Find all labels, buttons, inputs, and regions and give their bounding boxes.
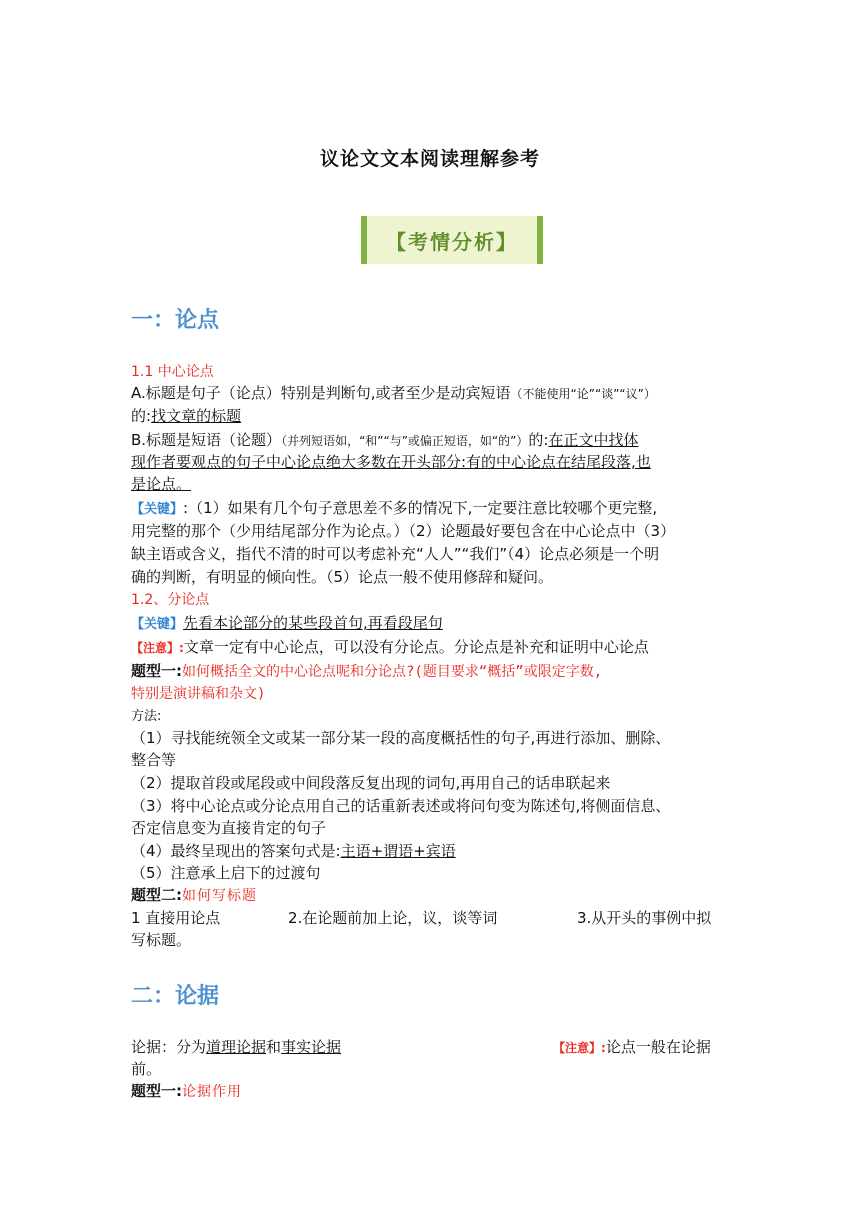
key-note-1-text: :（1）如果有几个句子意思差不多的情况下,一定要注意比较哪个更完整,	[183, 499, 658, 517]
key-tag: 【关键】	[131, 502, 184, 517]
rule-a-line1	[131, 383, 731, 404]
rule-b-mid: 的:	[528, 431, 549, 449]
rule-b-underlined-1: 在正文中找体	[548, 431, 639, 449]
evidence-prefix: 论据：分为	[131, 1038, 207, 1056]
question-type-1	[131, 661, 731, 682]
section-heading-evidence: 二：论据	[131, 984, 220, 1009]
attention-note	[131, 637, 731, 658]
question-type-1-label: 题型一:	[131, 662, 182, 680]
question-type-2-text: 如何写标题	[182, 888, 257, 904]
key-tag-2: 【关键】	[131, 617, 184, 632]
evidence-attention-tag: 【注意】:	[553, 1041, 606, 1055]
rule-b-line2: 现作者要观点的句子中心论点绝大多数在开头部分:有的中心论点在结尾段落,也	[131, 453, 651, 471]
title-method-3: 3.从开头的事例中拟	[577, 909, 712, 927]
method-1-line1: （1）寻找能统领全文或某一部分某一段的高度概括性的句子,再进行添加、删除、	[131, 729, 671, 747]
evidence-line2: 前。	[131, 1060, 162, 1078]
key-note-2	[131, 613, 731, 635]
rule-b-note: （并列短语如，“和”“与”或偏正短语，如“的”）	[281, 434, 529, 448]
subheading-central-thesis: 1.1 中心论点	[131, 364, 214, 380]
question-type-1-text: 如何概括全文的中心论点呢和分论点?(题目要求“概括”或限定字数,	[182, 664, 603, 680]
key-note-2-underlined: 先看本论部分的某些段首句,再看段尾句	[183, 614, 443, 632]
attention-tag: 【注意】:	[131, 641, 184, 655]
evidence-fact: 事实论据	[281, 1038, 342, 1056]
method-5: （5）注意承上启下的过渡句	[131, 864, 321, 882]
rule-b-text: B.标题是短语（论题）	[131, 431, 282, 449]
method-1-line2: 整合等	[131, 751, 177, 769]
evidence-question-type-1	[131, 1081, 731, 1102]
evidence-reasoning: 道理论据	[206, 1038, 267, 1056]
rule-b-line1	[131, 430, 731, 451]
evidence-line1	[131, 1037, 731, 1057]
subheading-sub-thesis: 1.2、分论点	[131, 592, 210, 608]
title-methods-line2: 写标题。	[131, 931, 192, 949]
method-4	[131, 841, 731, 861]
question-type-1-line2: 特别是演讲稿和杂文)	[131, 686, 266, 702]
key-note-1-line4: 确的判断，有明显的倾向性。（5）论点一般不使用修辞和疑问。	[131, 568, 554, 586]
rule-a-text: A.标题是句子（论点）特别是判断句,或者至少是动宾短语	[131, 384, 511, 402]
rule-a-note: （不能使用“论”“谈”“议”）	[510, 387, 656, 401]
rule-a-underlined: 找文章的标题	[151, 407, 242, 425]
evidence-and: 和	[266, 1038, 282, 1056]
page-title: 议论文文本阅读理解参考	[319, 148, 540, 170]
key-note-1-line2: 用完整的那个（少用结尾部分作为论点。）（2）论题最好要包含在中心论点中（3）	[131, 522, 676, 540]
rule-b-line3: 是论点。	[131, 475, 192, 493]
rule-a-prefix: 的:	[131, 407, 152, 425]
title-method-1: 1 直接用论点	[131, 909, 221, 927]
evidence-question-label: 题型一:	[131, 1082, 182, 1100]
banner-label: 【考情分析】	[386, 229, 518, 254]
method-3-line1: （3）将中心论点或分论点用自己的话重新表述或将问句变为陈述句,将侧面信息、	[131, 797, 671, 815]
key-note-1-line3: 缺主语或含义，指代不清的时可以考虑补充“人人”“我们”（4）论点必须是一个明	[131, 545, 660, 563]
key-note-1-line1	[131, 498, 731, 520]
evidence-question-text: 论据作用	[182, 1084, 242, 1100]
analysis-banner	[361, 216, 543, 264]
method-4-formula: 主语+谓语+宾语	[340, 842, 456, 860]
attention-text: 文章一定有中心论点，可以没有分论点。分论点是补充和证明中心论点	[183, 638, 649, 656]
evidence-attention	[553, 1037, 711, 1058]
question-type-2	[131, 885, 731, 906]
title-method-2: 2.在论题前加上论，议，谈等词	[288, 909, 498, 927]
method-label: 方法:	[131, 709, 162, 724]
rule-a-line2	[131, 406, 731, 426]
section-heading-thesis: 一：论点	[131, 308, 220, 333]
method-3-line2: 否定信息变为直接肯定的句子	[131, 819, 327, 837]
question-type-2-label: 题型二:	[131, 886, 182, 904]
evidence-attention-text: 论点一般在论据	[605, 1038, 711, 1056]
method-2: （2）提取首段或尾段或中间段落反复出现的词句,再用自己的话串联起来	[131, 774, 611, 792]
method-4-text: （4）最终呈现出的答案句式是:	[131, 842, 341, 860]
